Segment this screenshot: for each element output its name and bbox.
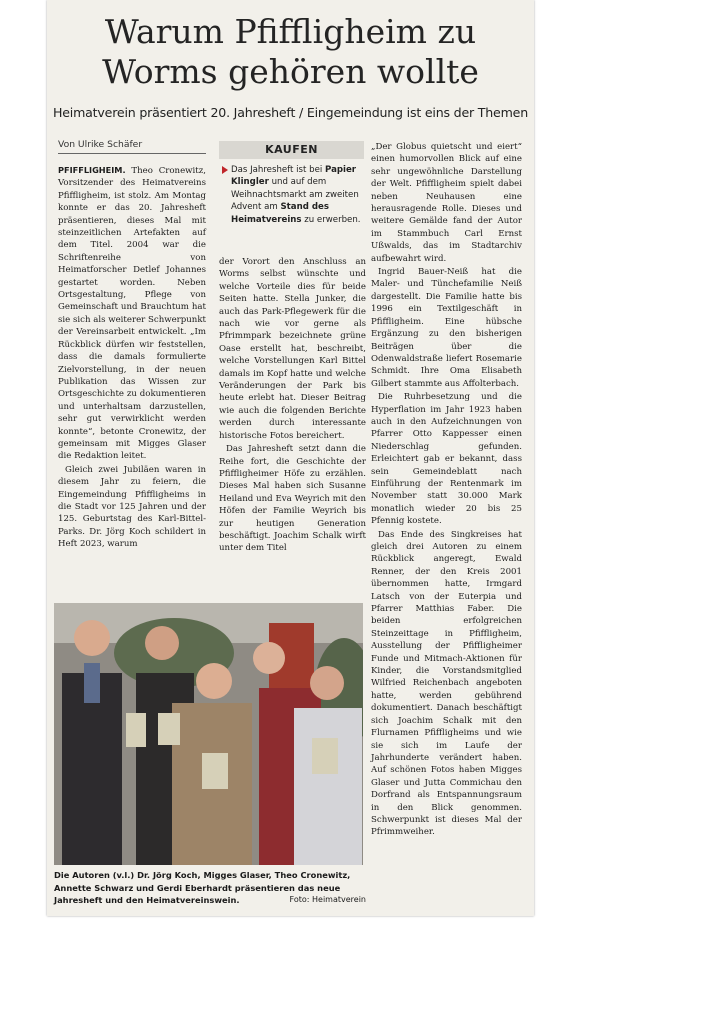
photo-caption: [54, 869, 366, 907]
dateline: PFIFFLIGHEIM.: [58, 165, 126, 175]
paragraph: Gleich zwei Jubiläen waren in diesem Jahr zu feiern, die Eingemeindung Pfiffligheims in die Stadt vor 125 Jahren und der 125. Geburtstag des Karl-Bittel-Parks. Dr. Jörg Koch schildert in Heft 2023, warum: [58, 464, 206, 550]
newspaper-clipping: [47, 0, 534, 916]
red-triangle-icon: [222, 166, 228, 174]
infobox-text-part: und auf dem Weihnachtsmarkt am zweiten Advent am: [231, 177, 359, 213]
infobox-stand-name: Stand des Heimatvereins: [231, 202, 329, 225]
paragraph-text: Theo Cronewitz, Vorsitzender des Heimatvereins Pfiffligheim, ist stolz. Am Montag konnte er das 20. Jahresheft präsentieren, dieses Mal mit steinzeitlichen Artefakten auf dem Titel. 2004 war die Schriftenreihe von Heimatforscher Detlef Johannes gestartet worden. Neben Ortsgestaltung, Pflege von Gemeinschaft und Brauchtum hat sie sich als weiterer Schwerpunkt der Vereinsarbeit entwickelt. „Im Rückblick dürfen wir feststellen, dass die damals formulierte Zielvorstellung, in der neuen Publikation das Wissen zur Ortsgeschichte zu dokumentieren und unterhaltsam darzustellen, sehr gut verwirklicht werden konnte“, betonte Cronewitz, der gemeinsam mit Migges Glaser die Redaktion leitet.: [58, 166, 207, 462]
headline: [47, 12, 534, 92]
infobox-text: [219, 164, 364, 226]
infobox-text-part: Das Jahresheft ist bei: [231, 165, 325, 175]
infobox-shop-name: Papier Klingler: [231, 165, 357, 188]
infobox-title: KAUFEN: [219, 141, 364, 159]
paragraph: „Der Globus quietscht und eiert“ einen humorvollen Blick auf eine sehr ungewöhnliche Darstellung der Welt. Pfiffligheim spielt dabei neben Neuhausen eine herausragende Rolle. Dieses und weitere Gemälde fand der Autor im Stammbuch Carl Ernst Ußwalds, das im Stadtarchiv aufbewahrt wird.: [371, 142, 522, 264]
group-photo: [54, 603, 363, 865]
paragraph: Das Jahresheft setzt dann die Reihe fort, die Geschichte der Pfiffligheimer Höfe zu erzählen. Dieses Mal haben sich Susanne Heiland und Eva Weyrich mit den Höfen der Familie Weyrich bis zur heutigen Generation beschäftigt. Joachim Schalk wirft unter dem Titel: [219, 444, 366, 554]
paragraph: der Vorort den Anschluss an Worms selbst wünschte und welche Vorteile dies für beide Seiten hatte. Stella Junker, die auch das Park-Pflegewerk für die nach wie vor gerne als Pfrimmpark bezeichnete grüne Oase erstellt hat, beschreibt, welche Vorstellungen Karl Bittel damals im Kopf hatte und welche Veränderungen der Park bis heute erlebt hat. Dieser Beitrag wie auch die folgenden Berichte werden durch interessante historische Fotos bereichert.: [219, 257, 366, 441]
headline-line-1: Warum Pfiffligheim zu: [104, 12, 477, 51]
paragraph: Das Ende des Singkreises hat gleich drei Autoren zu einem Rückblick angeregt, Ewald Renner, der den Kreis 2001 übernommen hatte, Irmgard Latsch von der Euterpia und Pfarrer Matthias Faber. Die beiden erfolgreichen Steinzeittage in Pfiffligheim, Ausstellung der Pfiffligheimer Funde und Mitmach-Aktionen für Kinder, die Vorstandsmitglied Wilfried Reichenbach angeboten hatte, werden gebührend dokumentiert. Danach beschäftigt sich Joachim Schalk mit den Flurnamen Pfiffligheims und wie sie sich im Laufe der Jahrhunderte verändert haben. Auf schönen Fotos haben Migges Glaser und Jutta Commichau den Dorfrand als Entspannungsraum in den Blick genommen. Schwerpunkt ist dieses Mal der Pfrimmweiher.: [371, 529, 522, 838]
paragraph: [58, 164, 206, 463]
subheadline: Heimatverein präsentiert 20. Jahresheft / Eingemeindung ist eins der Themen: [52, 105, 528, 120]
infobox-text-part: zu erwerben.: [301, 214, 361, 225]
paragraph: Die Ruhrbesetzung und die Hyperflation im Jahr 1923 haben auch in den Aufzeichnungen von Pfarrer Otto Kappesser einen Niederschlag gefunden. Erleichtert gab er bekannt, dass sein Gemeindeblatt nach Einführung der Rentenmark im November statt 30.000 Mark monatlich wieder 20 bis 25 Pfennig kostete.: [371, 392, 522, 527]
caption-text: Die Autoren (v.l.) Dr. Jörg Koch, Migges Glaser, Theo Cronewitz, Annette Schwarz und Gerdi Eberhardt präsentieren das neue Jahresheft und den Heimatvereinswein.: [54, 870, 351, 906]
buy-infobox: [219, 141, 364, 245]
article-column-2: [219, 256, 366, 556]
headline-line-2: Worms gehören wollte: [102, 52, 479, 91]
paragraph: Ingrid Bauer-Neiß hat die Maler- und Tünchefamilie Neiß dargestellt. Die Familie hatte bis 1996 ein Textilgeschäft in Pfiffligheim. Eine hübsche Ergänzung zu den bisherigen Beiträgen über die Odenwaldstraße liefert Rosemarie Schmidt. Ihre Oma Elisabeth Gilbert stammte aus Affolterbach.: [371, 267, 522, 389]
photo-illustration: [54, 603, 363, 865]
byline-divider: [58, 153, 206, 154]
photo-credit: Foto: Heimatverein: [289, 895, 366, 905]
article-column-3: [371, 141, 522, 840]
article-column-1: [58, 164, 206, 552]
byline: Von Ulrike Schäfer: [58, 139, 143, 150]
